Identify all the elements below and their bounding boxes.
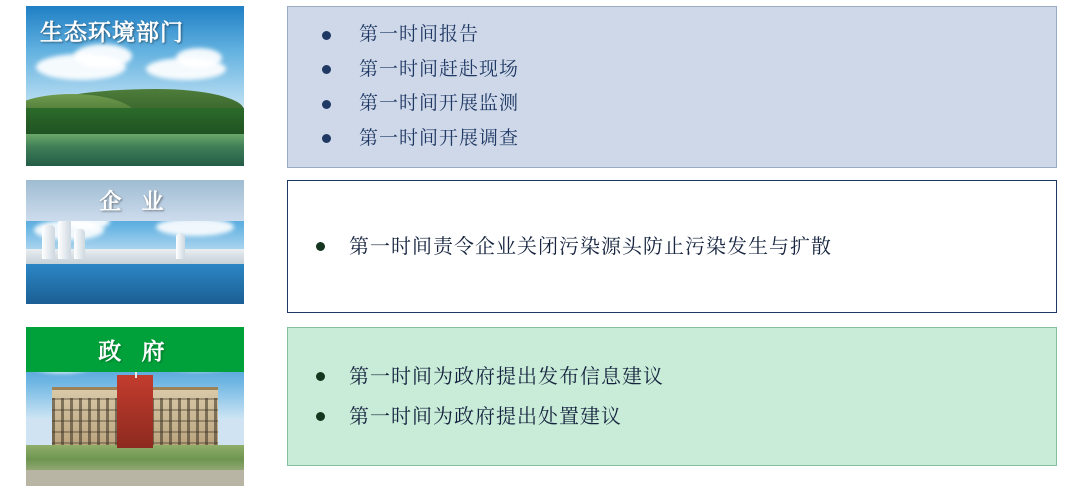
bullet-dot-icon xyxy=(322,100,331,109)
list-item-label: 第一时间责令企业关闭污染源头防止污染发生与扩散 xyxy=(349,235,832,258)
list-item-label: 第一时间为政府提出发布信息建议 xyxy=(349,365,664,388)
panel-environment-department xyxy=(287,6,1057,168)
card-title-environment-department: 生态环境部门 xyxy=(40,19,184,45)
row-environment-department xyxy=(0,6,1080,166)
card-title-enterprise: 企 业 xyxy=(26,180,244,221)
row-enterprise xyxy=(0,180,1080,313)
list-item-label: 第一时间赶赴现场 xyxy=(359,58,520,80)
list-item-label: 第一时间开展监测 xyxy=(359,93,520,114)
panel-enterprise xyxy=(287,180,1057,313)
bullet-dot-icon xyxy=(322,65,331,74)
list-item xyxy=(322,125,1056,154)
bullet-dot-icon xyxy=(322,134,331,143)
bullet-dot-icon xyxy=(322,31,331,40)
list-item-label: 第一时间为政府提出处置建议 xyxy=(349,405,622,428)
card-title-government: 政 府 xyxy=(26,327,244,372)
bullet-dot-icon xyxy=(316,372,325,381)
card-enterprise xyxy=(26,180,244,304)
bullet-dot-icon xyxy=(316,412,325,421)
list-item xyxy=(316,362,1056,392)
list-item xyxy=(322,90,1056,119)
list-item-label: 第一时间开展调查 xyxy=(359,127,520,149)
list-item-label: 第一时间报告 xyxy=(359,24,480,45)
list-item xyxy=(316,402,1056,432)
list-item xyxy=(322,56,1056,85)
bullet-dot-icon xyxy=(316,242,325,251)
row-government xyxy=(0,327,1080,486)
panel-government xyxy=(287,327,1057,466)
list-item xyxy=(322,21,1056,50)
card-environment-department xyxy=(26,6,244,166)
card-government xyxy=(26,327,244,486)
list-item xyxy=(316,232,1056,262)
